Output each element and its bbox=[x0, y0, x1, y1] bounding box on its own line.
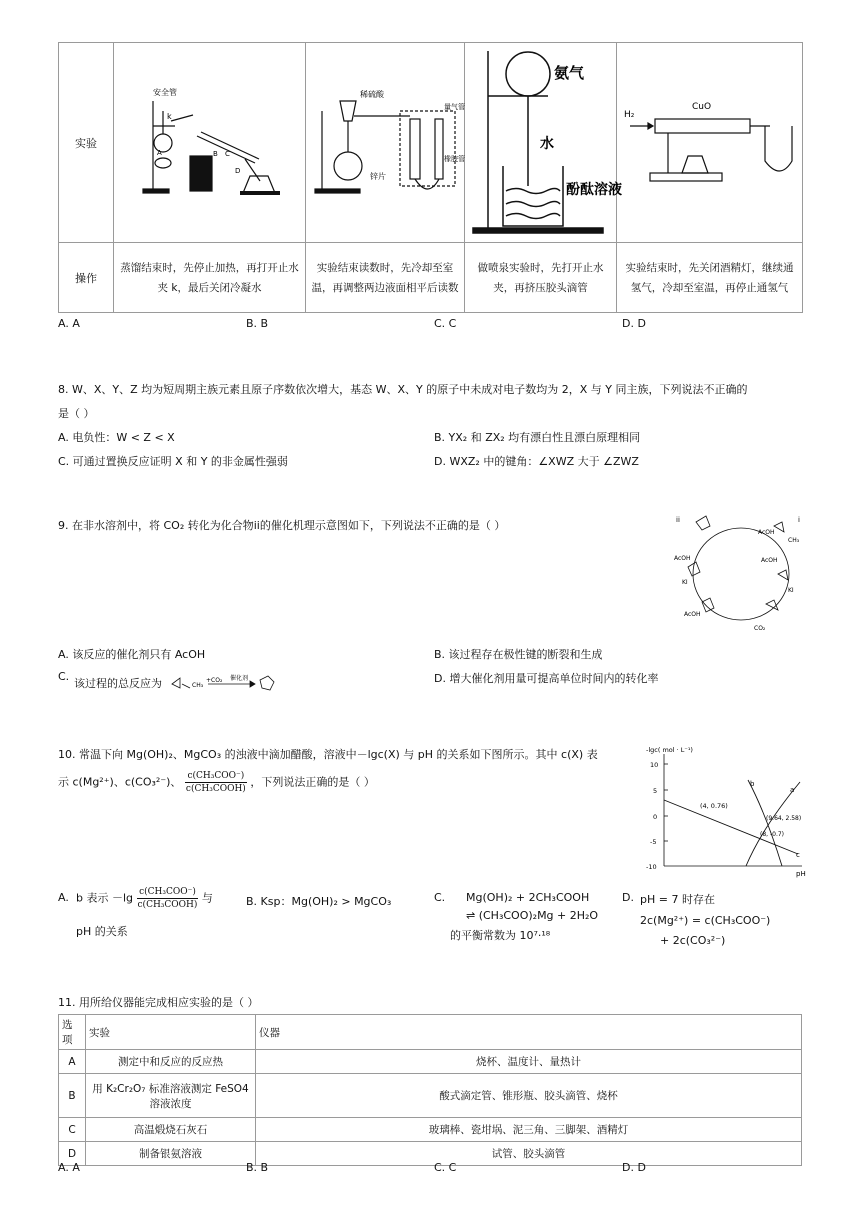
q11-header-instrument: 仪器 bbox=[256, 1015, 802, 1050]
table-row bbox=[59, 1074, 802, 1118]
svg-text:量气管: 量气管 bbox=[444, 103, 465, 111]
q8-stem-line1: 8. W、X、Y、Z 均为短周期主族元素且原子序数依次增大，基态 W、X、Y 的原子中未成对电子数均为 2，X 与 Y 同主族，下列说法不正确的 bbox=[58, 383, 748, 396]
svg-text:CH₃: CH₃ bbox=[192, 682, 204, 689]
apparatus-c-fountain bbox=[465, 43, 622, 243]
row-label-experiment: 实验 bbox=[59, 43, 114, 243]
q10-a-text3: pH 的关系 bbox=[76, 925, 128, 938]
q10-c-line3: 的平衡常数为 10⁷·¹⁸ bbox=[450, 929, 551, 942]
q10-chart bbox=[640, 744, 812, 880]
q11-row-b-experiment: 用 K₂Cr₂O₇ 标准溶液测定 FeSO4 溶液浓度 bbox=[86, 1074, 256, 1118]
q9-overall-reaction-image bbox=[168, 670, 278, 700]
q10-d-line2: 2c(Mg²⁺) = c(CH₃COO⁻) bbox=[640, 914, 771, 927]
series-label-b: b bbox=[750, 780, 755, 788]
q7-option-d[interactable]: D. D bbox=[622, 317, 646, 330]
svg-text:水: 水 bbox=[540, 136, 554, 152]
q11-row-a-experiment: 测定中和反应的反应热 bbox=[86, 1050, 256, 1074]
q10-c-line2: ⇌ (CH₃COO)₂Mg + 2H₂O bbox=[466, 909, 599, 922]
apparatus-b-gas-measure bbox=[306, 43, 465, 243]
q10-stem-line2 bbox=[58, 770, 375, 795]
q11-row-d-instrument: 试管、胶头滴管 bbox=[256, 1142, 802, 1166]
svg-text:+CO₂: +CO₂ bbox=[206, 677, 223, 684]
q10-acetate-ratio-fraction bbox=[185, 770, 247, 795]
svg-text:D: D bbox=[234, 167, 240, 175]
svg-text:KI: KI bbox=[788, 587, 794, 594]
q11-stem: 11. 用所给仪器能完成相应实验的是（ ） bbox=[58, 996, 259, 1009]
chart-xlabel: pH bbox=[796, 870, 806, 878]
table-row bbox=[59, 1142, 802, 1166]
svg-text:氨气: 氨气 bbox=[554, 64, 585, 82]
series-label-a: a bbox=[790, 786, 795, 794]
q9-option-a[interactable]: A. 该反应的催化剂只有 AcOH bbox=[58, 648, 206, 661]
table-row bbox=[59, 1118, 802, 1142]
ytick-5: 5 bbox=[653, 787, 658, 795]
svg-text:C: C bbox=[224, 150, 230, 158]
q10-a-fraction bbox=[137, 886, 199, 911]
q10-option-b[interactable]: B. Ksp：Mg(OH)₂ > MgCO₃ bbox=[246, 895, 392, 908]
q7-option-b[interactable]: B. B bbox=[246, 317, 269, 330]
q10-d-line1: pH = 7 时存在 bbox=[640, 893, 715, 906]
q11-row-b-option: B bbox=[59, 1074, 86, 1118]
q9-stem: 9. 在非水溶剂中，将 CO₂ 转化为化合物ii的催化机理示意图如下，下列说法不正确的是（ ） bbox=[58, 519, 506, 532]
q9-catalytic-cycle-diagram bbox=[666, 512, 816, 637]
q11-option-b[interactable]: B. B bbox=[246, 1161, 269, 1174]
q10-option-a bbox=[76, 886, 213, 911]
svg-text:i: i bbox=[798, 516, 800, 524]
svg-text:AcOH: AcOH bbox=[761, 557, 778, 564]
svg-text:橡胶管: 橡胶管 bbox=[444, 155, 465, 163]
q10-a-text1: b 表示 －lg bbox=[76, 891, 134, 905]
series-label-c: c bbox=[796, 851, 800, 859]
q11-option-c[interactable]: C. C bbox=[434, 1161, 457, 1174]
svg-text:锌片: 锌片 bbox=[370, 172, 386, 181]
q8-option-b[interactable]: B. YX₂ 和 ZX₂ 均有漂白性且漂白原理相同 bbox=[434, 431, 641, 444]
q11-row-a-instrument: 烧杯、温度计、量热计 bbox=[256, 1050, 802, 1074]
fountain-apparatus-image bbox=[468, 46, 622, 236]
q11-option-a[interactable]: A. A bbox=[58, 1161, 80, 1174]
apparatus-a-distillation bbox=[114, 43, 306, 243]
q11-header-option: 选项 bbox=[59, 1015, 86, 1050]
q11-row-c-option: C bbox=[59, 1118, 86, 1142]
svg-text:CuO: CuO bbox=[691, 102, 711, 112]
q9-option-d[interactable]: D. 增大催化剂用量可提高单位时间内的转化率 bbox=[434, 672, 659, 685]
q10-c-line1: Mg(OH)₂ + 2CH₃COOH bbox=[466, 891, 590, 904]
row-label-operation: 操作 bbox=[59, 243, 114, 313]
q10-a-text2: 与 bbox=[201, 891, 213, 905]
operation-d: 实验结束时，先关闭酒精灯，继续通氢气，冷却至室温，再停止通氢气 bbox=[617, 243, 803, 313]
apparatus-d-h2-reduction bbox=[617, 43, 803, 243]
svg-text:CO₂: CO₂ bbox=[754, 625, 766, 632]
q10-option-a-label[interactable]: A. bbox=[58, 891, 69, 904]
ytick-neg5: -5 bbox=[650, 838, 657, 846]
frac-denominator: c(CH₃COOH) bbox=[137, 900, 198, 910]
q7-option-c[interactable]: C. C bbox=[434, 317, 457, 330]
q10-d-line3: + 2c(CO₃²⁻) bbox=[660, 934, 726, 947]
q11-header-experiment: 实验 bbox=[86, 1015, 256, 1050]
q9-option-b[interactable]: B. 该过程存在极性键的断裂和生成 bbox=[434, 648, 603, 661]
svg-text:ii: ii bbox=[676, 516, 680, 524]
q11-table bbox=[58, 1014, 802, 1166]
q10-stem-prefix: 示 c(Mg²⁺)、c(CO₃²⁻)、 bbox=[58, 775, 182, 789]
q7-option-a[interactable]: A. A bbox=[58, 317, 80, 330]
q11-row-b-instrument: 酸式滴定管、锥形瓶、胶头滴管、烧杯 bbox=[256, 1074, 802, 1118]
q11-row-c-instrument: 玻璃棒、瓷坩埚、泥三角、三脚架、酒精灯 bbox=[256, 1118, 802, 1142]
point-label-2: (9.64, 2.58) bbox=[766, 815, 802, 822]
svg-text:A: A bbox=[156, 149, 162, 157]
q8-option-a[interactable]: A. 电负性：W < Z < X bbox=[58, 431, 175, 444]
svg-text:稀硫酸: 稀硫酸 bbox=[360, 90, 384, 99]
q8-option-d[interactable]: D. WXZ₂ 中的键角：∠XWZ 大于 ∠ZWZ bbox=[434, 455, 639, 468]
svg-text:安全管: 安全管 bbox=[152, 88, 177, 97]
svg-text:酚酞溶液: 酚酞溶液 bbox=[566, 182, 622, 198]
frac-denominator: c(CH₃COOH) bbox=[185, 784, 246, 794]
svg-text:H₂: H₂ bbox=[623, 110, 634, 120]
series-a-curve bbox=[746, 782, 800, 866]
q9-option-c-text: 该过程的总反应为 bbox=[74, 677, 162, 690]
operation-c: 做喷泉实验时，先打开止水夹，再挤压胶头滴管 bbox=[465, 243, 617, 313]
chart-ylabel: -lgc( mol · L⁻¹) bbox=[646, 746, 693, 754]
svg-text:AcOH: AcOH bbox=[758, 529, 775, 536]
q11-row-d-option: D bbox=[59, 1142, 86, 1166]
q10-option-c-label[interactable]: C. bbox=[434, 891, 446, 904]
q9-option-c-label[interactable]: C. bbox=[58, 670, 70, 683]
distillation-apparatus-image bbox=[135, 81, 285, 201]
frac-numerator: c(CH₃COO⁻) bbox=[137, 886, 199, 899]
series-c-curve bbox=[664, 800, 798, 854]
ytick-0: 0 bbox=[653, 813, 658, 821]
gas-measure-apparatus-image bbox=[310, 81, 465, 201]
q8-stem-line2: 是（ ） bbox=[58, 407, 95, 420]
point-label-3: (8, -0.7) bbox=[760, 831, 785, 838]
operation-b: 实验结束读数时，先冷却至室温，再调整两边液面相平后读数 bbox=[306, 243, 465, 313]
q11-row-a-option: A bbox=[59, 1050, 86, 1074]
ytick-neg10: -10 bbox=[646, 863, 657, 871]
svg-text:B: B bbox=[212, 150, 218, 158]
svg-text:AcOH: AcOH bbox=[684, 611, 701, 618]
ytick-10: 10 bbox=[650, 761, 659, 769]
operation-a: 蒸馏结束时，先停止加热，再打开止水夹 k，最后关闭冷凝水 bbox=[114, 243, 306, 313]
svg-text:KI: KI bbox=[682, 579, 688, 586]
q10-stem-suffix: ，下列说法正确的是（ ） bbox=[250, 775, 375, 789]
svg-text:k: k bbox=[166, 112, 172, 121]
svg-text:CH₃: CH₃ bbox=[788, 537, 800, 544]
q11-row-c-experiment: 高温煅烧石灰石 bbox=[86, 1118, 256, 1142]
q11-row-d-experiment: 制备银氨溶液 bbox=[86, 1142, 256, 1166]
svg-text:催化剂: 催化剂 bbox=[230, 675, 249, 682]
point-label-1: (4, 0.76) bbox=[700, 802, 728, 810]
q11-option-d[interactable]: D. D bbox=[622, 1161, 646, 1174]
q10-option-d-label[interactable]: D. bbox=[622, 891, 634, 904]
h2-reduction-apparatus-image bbox=[620, 81, 800, 201]
q10-stem-line1: 10. 常温下向 Mg(OH)₂、MgCO₃ 的浊液中滴加醋酸，溶液中－lgc(X) 与 pH 的关系如下图所示。其中 c(X) 表 bbox=[58, 748, 598, 761]
q7-experiment-table bbox=[58, 42, 803, 313]
frac-numerator: c(CH₃COO⁻) bbox=[185, 770, 247, 783]
svg-text:AcOH: AcOH bbox=[674, 555, 691, 562]
q8-option-c[interactable]: C. 可通过置换反应证明 X 和 Y 的非金属性强弱 bbox=[58, 455, 288, 468]
table-row bbox=[59, 1050, 802, 1074]
